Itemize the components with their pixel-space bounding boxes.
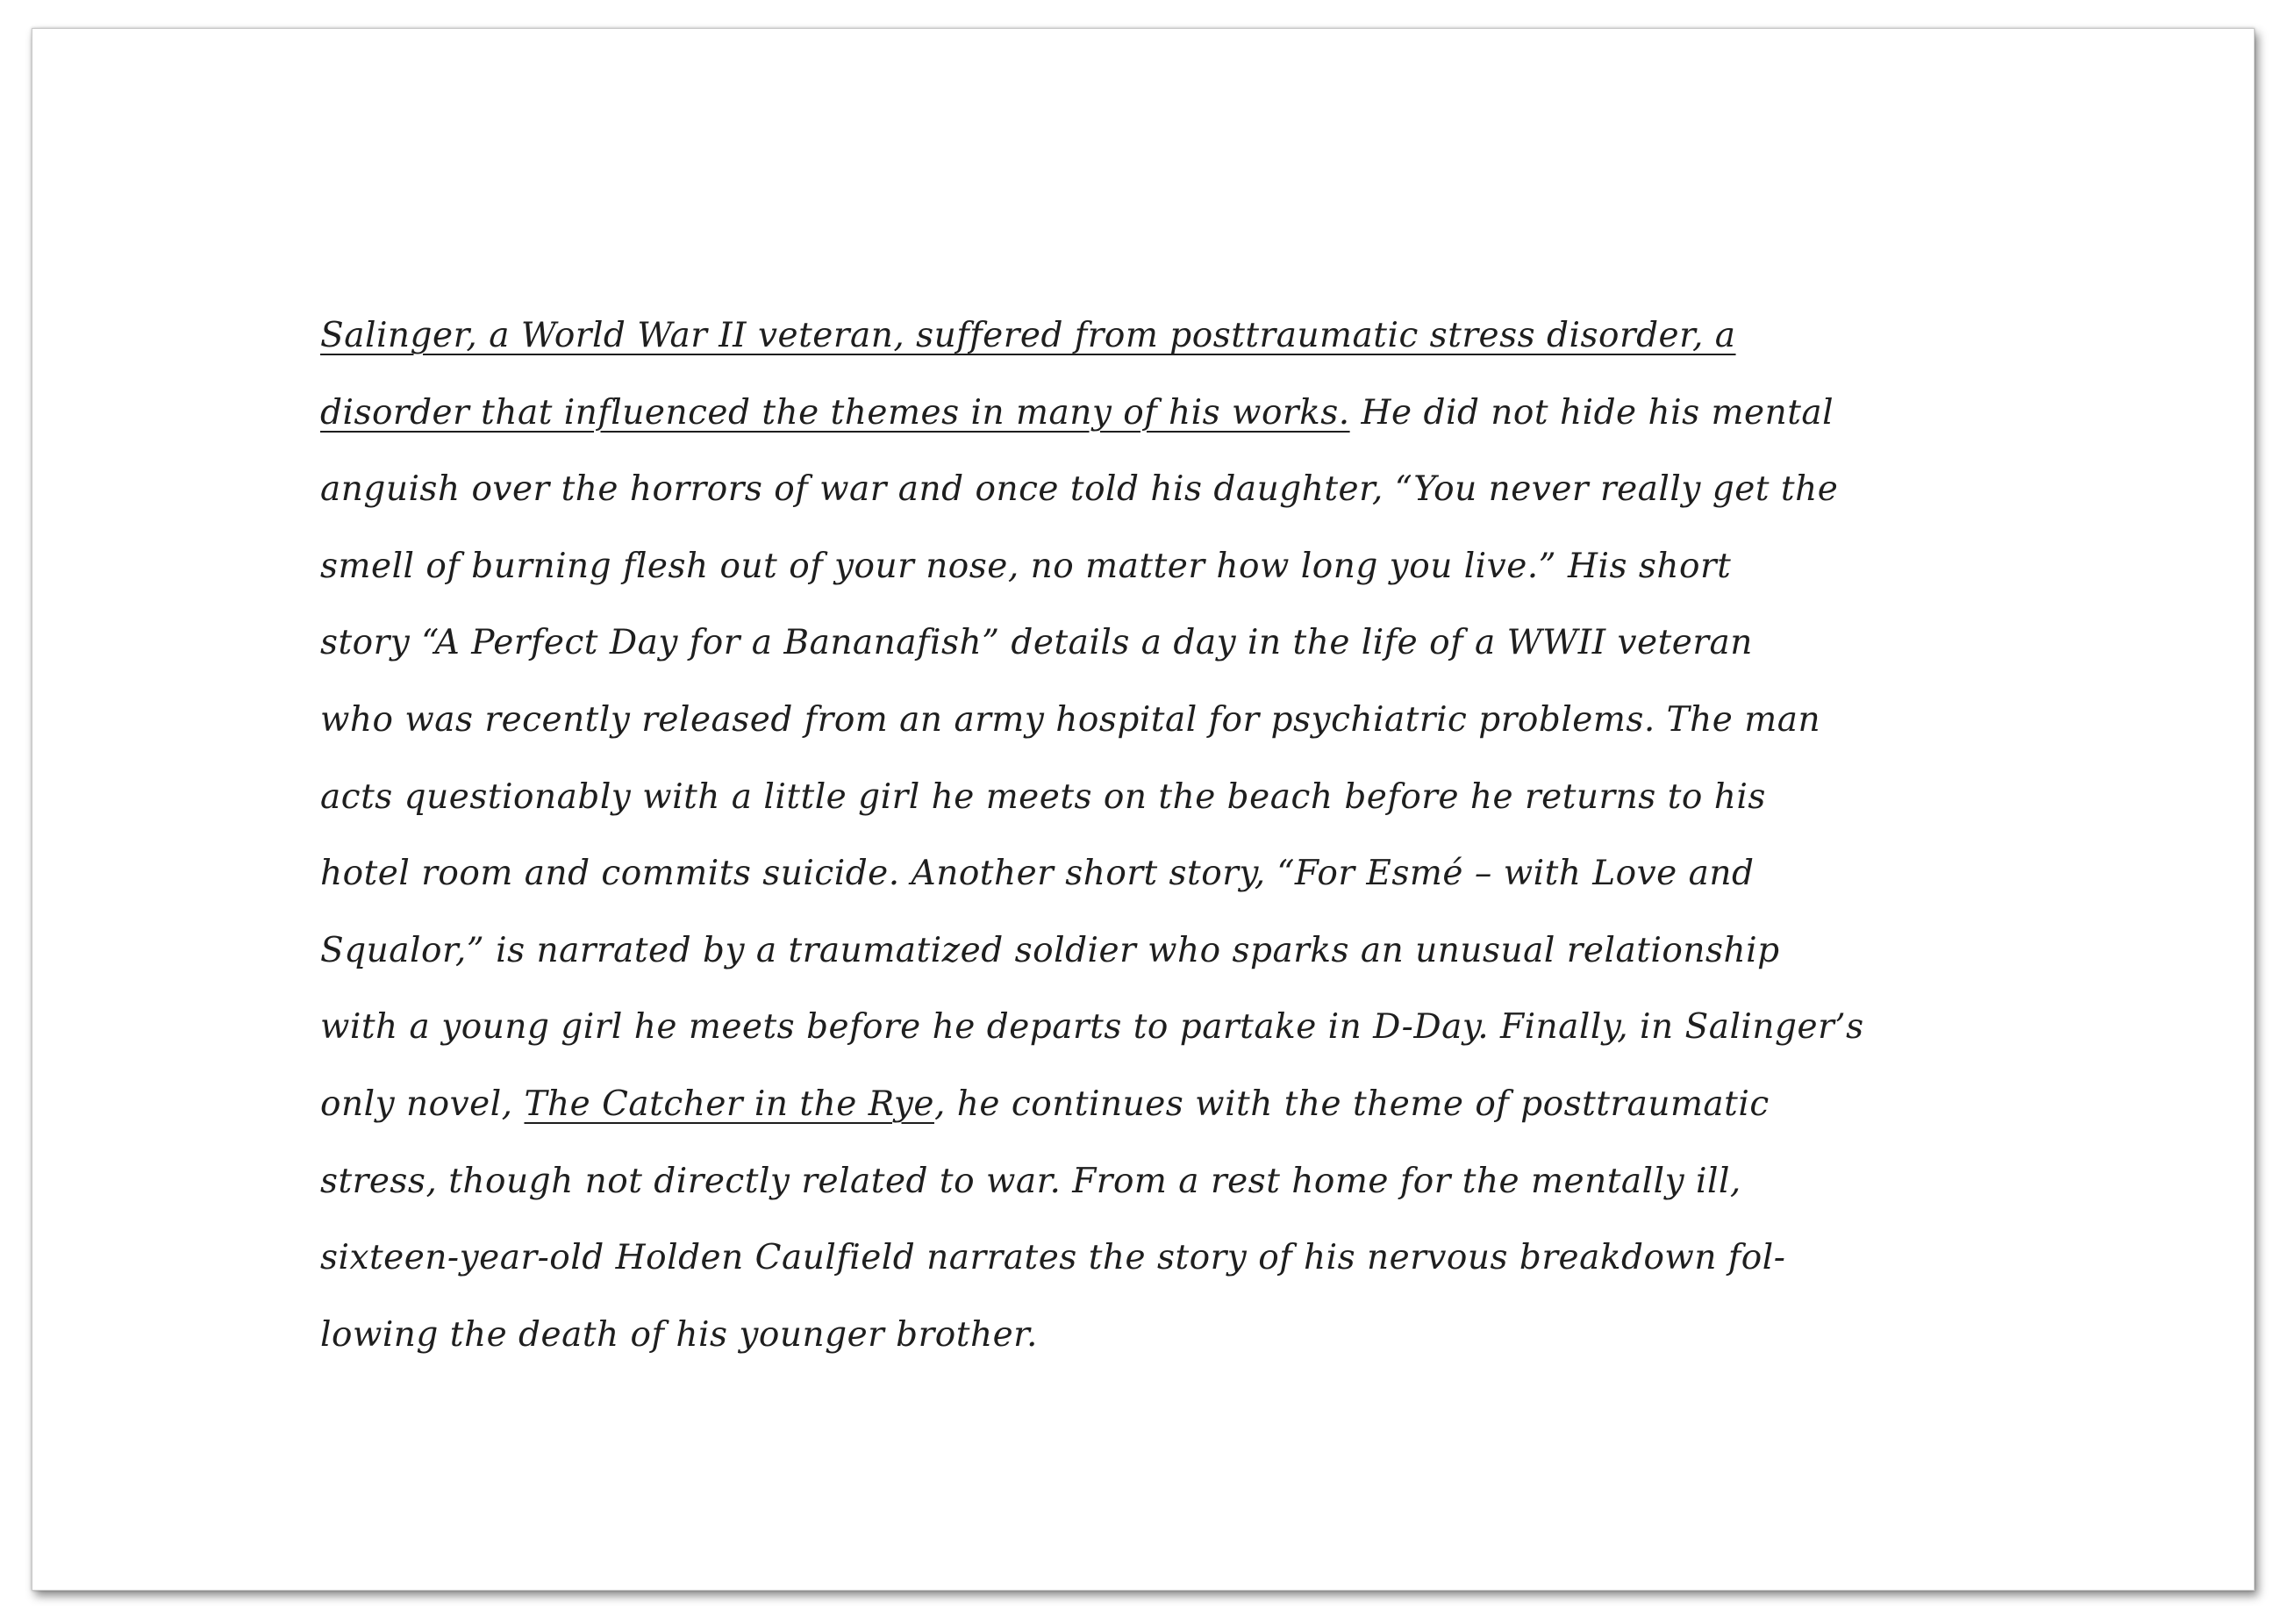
line-text: sixteen-year-old Holden Caulfield narrates the story of his nervous breakdown fol- bbox=[320, 1238, 1786, 1278]
paragraph-line-11 bbox=[320, 1066, 2075, 1143]
line-text: anguish over the horrors of war and once told his daughter, “You never really get the bbox=[320, 469, 1839, 510]
line-text: hotel room and commits suicide. Another short story, “For Esmé – with Love and bbox=[320, 854, 1755, 894]
line-text: with a young girl he meets before he departs to partake in D-Day. Finally, in Salinger’s bbox=[320, 1007, 1864, 1048]
paragraph-line-8 bbox=[320, 835, 2075, 912]
topic-sentence-part-2: disorder that influenced the themes in many of his works. bbox=[320, 392, 1350, 433]
line-text: who was recently released from an army hospital for psychiatric problems. The man bbox=[320, 699, 1821, 740]
paragraph-line-1 bbox=[320, 297, 2075, 375]
paragraph-line-14 bbox=[320, 1297, 2075, 1374]
line-text: smell of burning flesh out of your nose, no matter how long you live.” His short bbox=[320, 546, 1732, 586]
paragraph-line-13 bbox=[320, 1220, 2075, 1297]
line-text: Squalor,” is narrated by a traumatized soldier who sparks an unusual relationship bbox=[320, 930, 1780, 970]
paragraph-line-10 bbox=[320, 989, 2075, 1066]
paragraph-line-4 bbox=[320, 528, 2075, 605]
line-text: , he continues with the theme of posttraumatic bbox=[933, 1084, 1770, 1124]
paragraph-line-6 bbox=[320, 682, 2075, 759]
paragraph-line-12 bbox=[320, 1143, 2075, 1220]
topic-sentence-part-1: Salinger, a World War II veteran, suffered from posttraumatic stress disorder, a bbox=[320, 316, 1736, 355]
line-text: He did not hide his mental bbox=[1349, 392, 1834, 433]
book-title: The Catcher in the Rye bbox=[524, 1084, 934, 1124]
paragraph-line-7 bbox=[320, 759, 2075, 836]
paragraph-line-2 bbox=[320, 375, 2075, 452]
paragraph-line-3 bbox=[320, 451, 2075, 528]
line-text: acts questionably with a little girl he meets on the beach before he returns to his bbox=[320, 776, 1766, 817]
line-text: story “A Perfect Day for a Bananafish” details a day in the life of a WWII veteran bbox=[320, 623, 1753, 663]
paragraph-line-5 bbox=[320, 605, 2075, 682]
line-text: only novel, bbox=[320, 1084, 525, 1124]
line-text: lowing the death of his younger brother. bbox=[320, 1314, 1038, 1355]
line-text: stress, though not directly related to war. From a rest home for the mentally ill, bbox=[320, 1161, 1741, 1201]
paragraph-line-9 bbox=[320, 912, 2075, 990]
paper-sheet bbox=[32, 28, 2255, 1591]
handwritten-paragraph bbox=[320, 297, 2075, 1373]
